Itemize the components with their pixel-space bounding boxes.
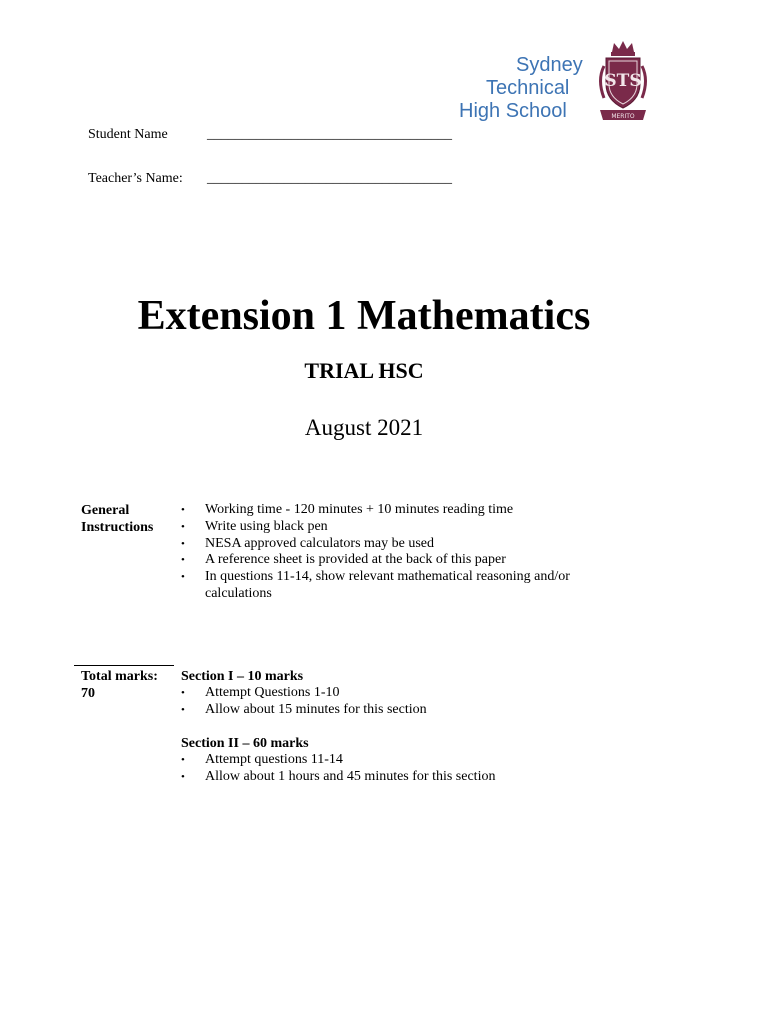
exam-title: Extension 1 Mathematics	[137, 293, 591, 339]
teacher-name-label: Teacher’s Name:	[88, 171, 183, 186]
divider	[74, 665, 174, 666]
logo-text-line3: High School	[459, 100, 567, 122]
list-item: • A reference sheet is provided at the back of this paper	[181, 552, 506, 568]
list-item: • Attempt questions 11-14	[181, 752, 343, 767]
student-name-field[interactable]: ___________________________________	[207, 127, 452, 142]
exam-subtitle: TRIAL HSC	[304, 358, 424, 383]
section-2-heading: Section II – 60 marks	[181, 736, 309, 751]
general-instructions-list	[181, 502, 621, 603]
school-crest-icon	[594, 40, 652, 124]
list-item: • Working time - 120 minutes + 10 minutes reading time	[181, 502, 514, 517]
general-instructions-label: General Instructions	[81, 503, 154, 535]
school-logo	[459, 40, 658, 130]
list-item: • Write using black pen	[181, 518, 328, 534]
list-item: • NESA approved calculators may be used	[181, 535, 434, 551]
logo-text-line1: Sydney	[516, 54, 583, 76]
section-2-list	[181, 752, 621, 786]
section-1-list	[181, 685, 621, 719]
total-marks-label: Total marks: 70	[81, 669, 158, 701]
section-1-heading: Section I – 10 marks	[181, 669, 304, 684]
exam-date: August 2021	[304, 415, 424, 440]
list-item: • Allow about 1 hours and 45 minutes for this section	[181, 768, 496, 784]
svg-text:MERITO: MERITO	[611, 113, 635, 120]
student-name-label: Student Name	[88, 127, 168, 142]
teacher-name-field[interactable]: ___________________________________	[207, 171, 452, 186]
list-item: • In questions 11-14, show relevant mathematical reasoning and/or calculations	[181, 569, 570, 601]
list-item: • Attempt Questions 1-10	[181, 685, 340, 700]
list-item: • Allow about 15 minutes for this section	[181, 701, 427, 717]
logo-text-line2: Technical	[486, 77, 570, 99]
svg-text:STS: STS	[604, 71, 642, 91]
